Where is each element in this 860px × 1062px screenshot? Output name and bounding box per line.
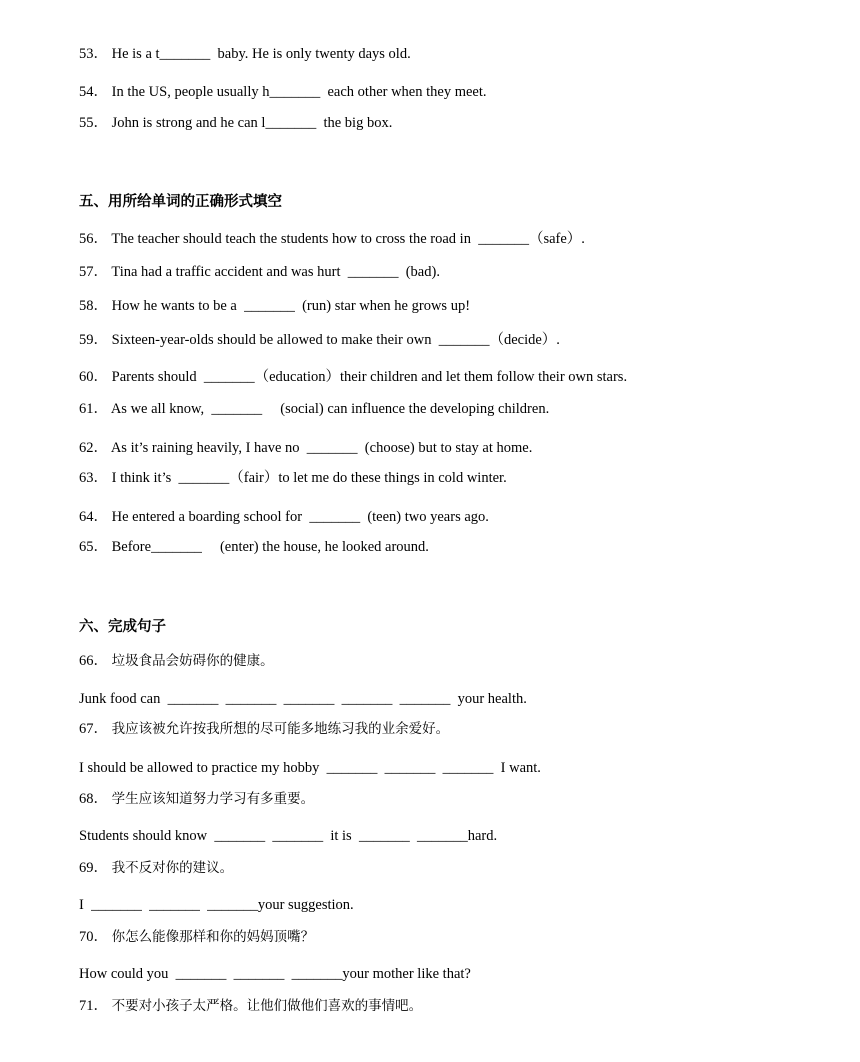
question-56: 56． The teacher should teach the students how to cross the road in _______（safe）. xyxy=(79,231,585,247)
question-55: 55． John is strong and he can l_______ the big box. xyxy=(79,115,393,131)
section-heading-6: 六、完成句子 xyxy=(79,619,166,635)
question-71: 71． 不要对小孩子太严格。让他们做他们喜欢的事情吧。 xyxy=(79,998,423,1014)
question-54: 54． In the US, people usually h_______ each other when they meet. xyxy=(79,84,487,100)
section-heading-5: 五、用所给单词的正确形式填空 xyxy=(79,194,282,210)
question-68: 68． 学生应该知道努力学习有多重要。 xyxy=(79,791,315,807)
question-60: 60． Parents should _______（education）their children and let them follow their own stars. xyxy=(79,369,628,385)
question-63: 63． I think it’s _______（fair）to let me do these things in cold winter. xyxy=(79,470,507,486)
question-53: 53． He is a t_______ baby. He is only twenty days old. xyxy=(79,46,411,62)
question-58: 58． How he wants to be a _______ (run) star when he grows up! xyxy=(79,298,471,314)
answer-line-66: Junk food can _______ _______ _______ _______ _______ your health. xyxy=(79,691,527,707)
answer-line-67: I should be allowed to practice my hobby _______ _______ _______ I want. xyxy=(79,760,541,776)
answer-line-68: Students should know _______ _______ it is _______ _______hard. xyxy=(79,828,498,844)
question-69: 69． 我不反对你的建议。 xyxy=(79,860,234,876)
question-59: 59． Sixteen-year-olds should be allowed to make their own _______（decide）. xyxy=(79,332,560,348)
question-64: 64． He entered a boarding school for _______ (teen) two years ago. xyxy=(79,509,489,525)
question-62: 62． As it’s raining heavily, I have no _______ (choose) but to stay at home. xyxy=(79,440,533,456)
question-65: 65． Before_______ (enter) the house, he looked around. xyxy=(79,539,429,555)
question-66: 66． 垃圾食品会妨碍你的健康。 xyxy=(79,653,274,669)
question-57: 57． Tina had a traffic accident and was hurt _______ (bad). xyxy=(79,264,440,280)
question-70: 70． 你怎么能像那样和你的妈妈顶嘴？ xyxy=(79,929,315,945)
answer-line-70: How could you _______ _______ _______your mother like that? xyxy=(79,966,471,982)
question-67: 67． 我应该被允许按我所想的尽可能多地练习我的业余爱好。 xyxy=(79,721,450,737)
answer-line-69: I _______ _______ _______your suggestion. xyxy=(79,897,354,913)
question-61: 61． As we all know, _______ (social) can influence the developing children. xyxy=(79,401,550,417)
